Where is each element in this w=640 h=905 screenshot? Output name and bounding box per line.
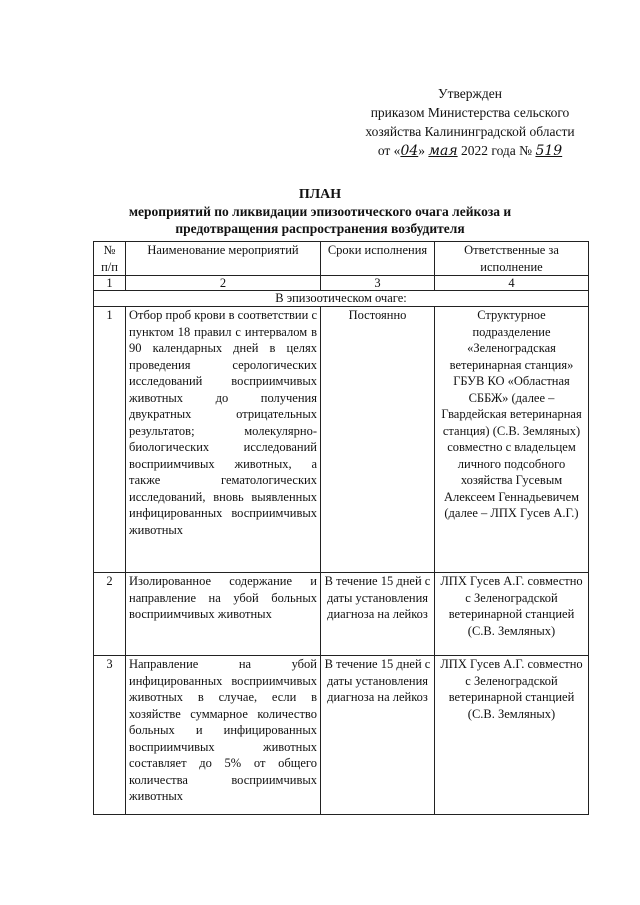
row-term: В течение 15 дней с даты установления диагноза на лейкоз — [321, 573, 435, 656]
order-number: 519 — [535, 143, 563, 159]
date-day: 04 — [400, 143, 419, 159]
row-responsible: ЛПХ Гусев А.Г. совместно с Зеленоградской ветеринарной станцией (С.В. Земляных) — [435, 656, 589, 815]
row-name: Направление на убой инфицированных восприимчивых животных в случае, если в хозяйстве суммарное количество больных и инфицированных восприимчивых животных составляет до 5% от общего количества восприимчивых животных — [126, 656, 321, 815]
approval-date-line — [345, 141, 595, 161]
title-line-2: предотвращения распространения возбудителя — [175, 221, 465, 236]
section-title: В эпизоотическом очаге: — [94, 291, 589, 307]
column-numbers-row — [94, 276, 589, 291]
row-number: 3 — [94, 656, 126, 815]
row-term: В течение 15 дней с даты установления диагноза на лейкоз — [321, 656, 435, 815]
column-number: 3 — [321, 276, 435, 291]
approval-line-order: приказом Министерства сельского — [370, 105, 570, 120]
row-responsible: ЛПХ Гусев А.Г. совместно с Зеленоградской ветеринарной станцией (С.В. Земляных) — [435, 573, 589, 656]
header-term: Сроки исполнения — [321, 242, 435, 276]
row-name: Изолированное содержание и направление на убой больных восприимчивых животных — [126, 573, 321, 656]
approval-block — [345, 84, 595, 161]
date-month: мая — [428, 143, 458, 159]
row-term: Постоянно — [321, 307, 435, 573]
column-number: 4 — [435, 276, 589, 291]
header-responsible: Ответственные за исполнение — [435, 242, 589, 276]
section-row — [94, 291, 589, 307]
approval-title: Утвержден — [438, 86, 502, 101]
document-title — [120, 186, 520, 237]
approval-line-ministry: хозяйства Калининградской области — [365, 124, 575, 139]
header-name: Наименование мероприятий — [126, 242, 321, 276]
table-row — [94, 573, 589, 656]
row-number: 1 — [94, 307, 126, 573]
date-prefix: от « — [377, 143, 401, 158]
plan-table — [93, 241, 589, 815]
column-number: 2 — [126, 276, 321, 291]
row-name: Отбор проб крови в соответствии с пунктом 18 правил с интервалом в 90 календарных дней в целях проведения серологических исследований восприимчивых животных до получения двукратных отрицательных результатов; молекулярно-биологических исследований восприимчивых животных, а также гематологических исследований, вновь выявленных инфицированных восприимчивых животных — [126, 307, 321, 573]
table-row — [94, 307, 589, 573]
header-number: № п/п — [94, 242, 126, 276]
title-line-1: мероприятий по ликвидации эпизоотического очага лейкоза и — [128, 204, 512, 219]
date-mid: » — [418, 143, 426, 158]
date-suffix: 2022 года № — [461, 143, 533, 158]
table-row — [94, 656, 589, 815]
row-number: 2 — [94, 573, 126, 656]
table-header-row — [94, 242, 589, 276]
row-responsible: Структурное подразделение «Зеленоградская ветеринарная станция» ГБУВ КО «Областная СББЖ» (далее – Гвардейская ветеринарная станция) (С.В. Земляных) совместно с владельцем личного подсобного хозяйства Гусевым Алексеем Геннадьевичем (далее – ЛПХ Гусев А.Г.) — [435, 307, 589, 573]
column-number: 1 — [94, 276, 126, 291]
title-main: ПЛАН — [298, 187, 342, 202]
